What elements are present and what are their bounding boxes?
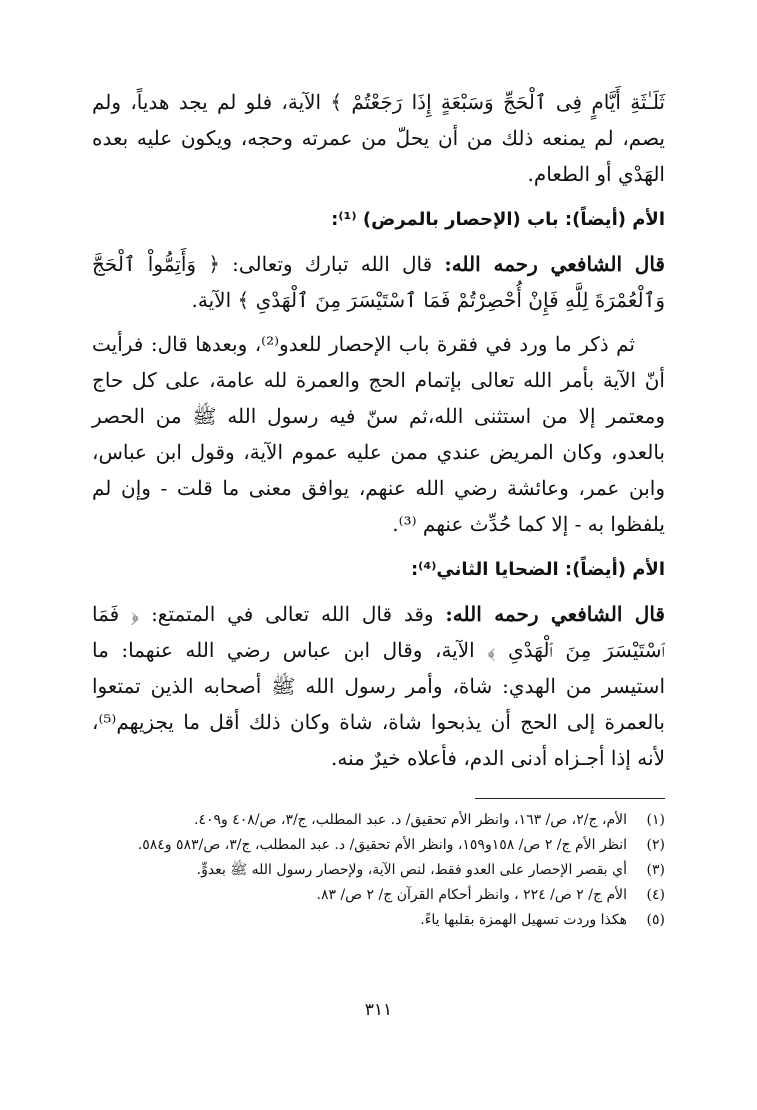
footnote-number: (٥) [646, 912, 665, 928]
footnote-number: (١) [646, 812, 665, 828]
paragraph-text: قال الله تبارك وتعالى: ﴿ وَأَتِمُّواْ ٱلْحَجَّ وَٱلْعُمْرَةَ لِلَّهِ فَإِنْ أُحْصِرْتُمْ فَمَا ٱسْتَيْسَرَ مِنَ ٱلْهَدْىِ ﴾ الآية. [92, 252, 665, 312]
footnote [92, 833, 665, 858]
paragraph-shafii-2 [92, 596, 665, 776]
speaker-label: قال الشافعي رحمه الله: [445, 602, 665, 626]
footnote [92, 808, 665, 833]
footnote-number: (٢) [646, 837, 665, 853]
footnote [92, 858, 665, 883]
footnote-text: الأم، ج/٢، ص/ ١٦٣، وانظر الأم تحقيق/ د. عبد المطلب، ج/٣، ص/٤٠٨ و٤٠٩. [194, 812, 627, 828]
footnote-text: انظر الأم ج/ ٢ ص/ ١٥٨و١٥٩، وانظر الأم تحقيق/ د. عبد المطلب، ج/٣، ص/٥٨٣ و٥٨٤. [137, 837, 627, 853]
footnote-text: الأم ج/ ٢ ص/ ٢٢٤ ، وانظر أحكام القرآن ج/ ٢ ص/ ٨٣. [316, 887, 627, 903]
footnote [92, 883, 665, 908]
footnote-text: هكذا وردت تسهيل الهمزة بقلبها ياءً. [420, 912, 627, 928]
speaker-label: قال الشافعي رحمه الله: [444, 252, 665, 276]
main-text [92, 84, 665, 776]
paragraph-text: وقد قال الله تعالى في المتمتع: ﴿ فَمَا ٱسْتَيْسَرَ مِنَ ٱلْهَدْىِ ﴾ الآية، وقال ابن عباس رضي الله عنهما: ما استيسر من الهدي: شاة، وأمر رسول الله ﷺ أصحابه الذين تمتعوا بالعمرة إلى الحج أن يذبحوا شاة، شاة وكان ذلك أقل ما يجزيهم⁽⁵⁾، لأنه إذا أجـزاه أدنى الدم، فأعلاه خيرٌ منه. [92, 602, 665, 770]
footnote-divider [475, 798, 665, 799]
footnote-number: (٤) [646, 887, 665, 903]
paragraph-verse-continuation: ثَلَـٰثَةِ أَيَّامٍ فِى ٱلْحَجِّ وَسَبْعَةٍ إِذَا رَجَعْتُمْ ﴾ الآية، فلو لم يجد هدياً، ولم يصم، لم يمنعه ذلك من أن يحلّ من عمرته وحجه، ويكون عليه بعده الهَدْي أو الطعام. [92, 90, 666, 186]
section-heading-ihsar-illness: الأم (أيضاً): باب (الإحصار بالمرض) ⁽¹⁾: [331, 209, 665, 230]
page-number: ٣١١ [364, 1000, 393, 1020]
footnotes [92, 808, 665, 933]
section-heading-sacrifices: الأم (أيضاً): الضحايا الثاني⁽⁴⁾: [410, 559, 665, 580]
paragraph-shafii-1 [92, 246, 665, 318]
footnote-number: (٣) [646, 862, 665, 878]
paragraph-ihsar-enemy: ثم ذكر ما ورد في فقرة باب الإحصار للعدو⁽²⁾، وبعدها قال: فرأيت أنّ الآية بأمر الله تعالى بإتمام الحج والعمرة لله عامة، على كل حاج ومعتمر إلا من استثنى الله،ثم سنّ فيه رسول الله ﷺ من الحصر بالعدو، وكان المريض عندي ممن عليه عموم الآية، وقول ابن عباس، وابن عمر، وعائشة رضي الله عنهم، يوافق معنى ما قلت - وإن لم يلفظوا به - إلا كما حُدِّث عنهم ⁽³⁾. [92, 332, 665, 536]
footnote [92, 908, 665, 933]
footnote-text: أي بقصر الإحصار على العدو فقط، لنص الآية، ولإحصار رسول الله ﷺ بعدوٍّ. [196, 862, 627, 878]
